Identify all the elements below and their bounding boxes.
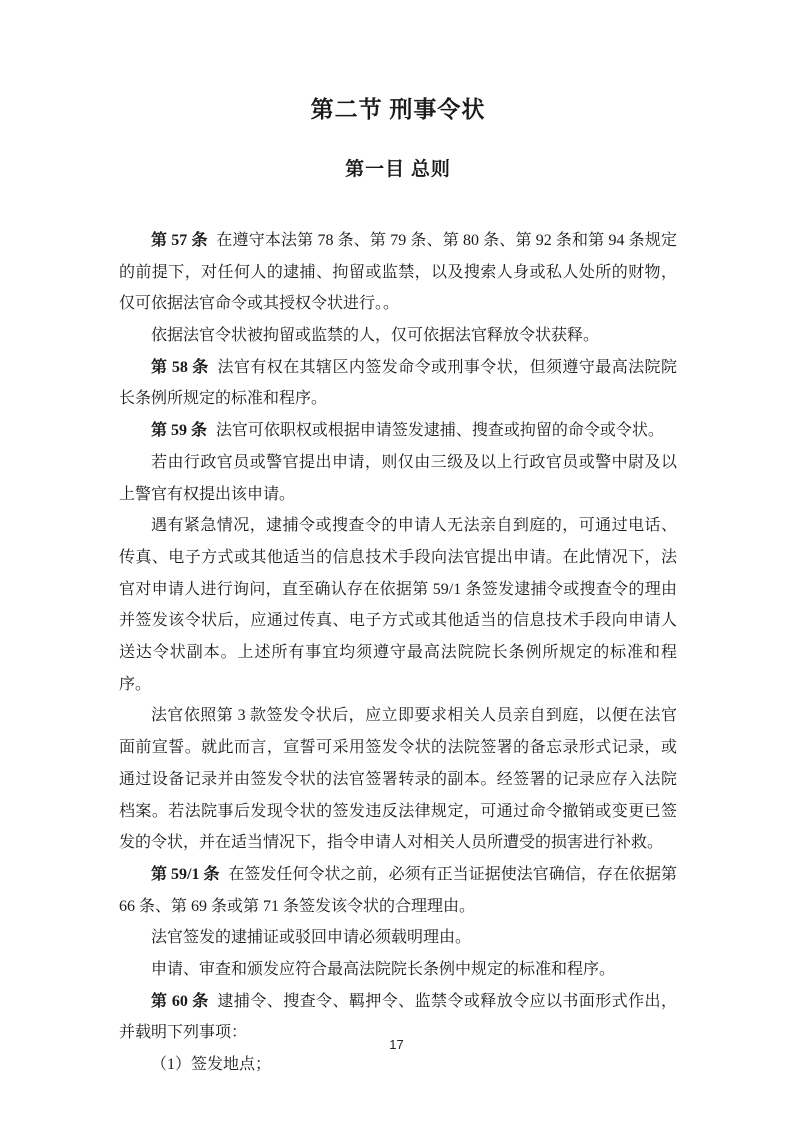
- article-60-item-1-text: （1）签发地点；: [151, 1056, 272, 1074]
- paragraph-article-59-clause-4: [119, 700, 677, 859]
- paragraph-article-60-item-1: [119, 1049, 677, 1081]
- article-59-1-label: 第 59/1 条: [151, 865, 220, 883]
- article-60-text: 逮捕令、搜查令、羁押令、监禁令或释放令应以书面形式作出，并载明下列事项：: [119, 992, 677, 1042]
- paragraph-article-57-cont: [119, 320, 677, 352]
- paragraph-article-59-1-clause-3: [119, 954, 677, 986]
- paragraph-article-57: [119, 225, 677, 320]
- article-59-1-clause-2-text: 法官签发的逮捕证或驳回申请必须载明理由。: [151, 929, 472, 947]
- article-59-label: 第 59 条: [151, 422, 208, 440]
- paragraph-article-58: [119, 352, 677, 415]
- article-59-text: 法官可依职权或根据申请签发逮捕、搜查或拘留的命令或令状。: [215, 422, 664, 440]
- article-57-text: 在遵守本法第 78 条、第 79 条、第 80 条、第 92 条和第 94 条规定的前提下，对任何人的逮捕、拘留或监禁，以及搜索人身或私人处所的财物，仅可依据法官命令或其授权令状进行。。: [119, 231, 677, 313]
- section-title: 第二节 刑事令状: [310, 97, 486, 122]
- paragraph-article-59-clause-3: [119, 510, 677, 700]
- subsection-title: 第一目 总则: [345, 159, 451, 181]
- paragraph-article-59-clause-2: [119, 447, 677, 510]
- article-59-clause-3-text: 遇有紧急情况，逮捕令或搜查令的申请人无法亲自到庭的，可通过电话、传真、电子方式或其他适当的信息技术手段向法官提出申请。在此情况下，法官对申请人进行询问，直至确认存在依据第 59/1 条签发逮捕令或搜查令的理由并签发该令状后，应通过传真、电子方式或其他适当的信息技术手段向申请人送达令状副本。上述所有事宜均须遵守最高法院院长条例所规定的标准和程序。: [119, 517, 677, 693]
- article-59-clause-4-text: 法官依照第 3 款签发令状后，应立即要求相关人员亲自到庭，以便在法官面前宣誓。就此而言，宣誓可采用签发令状的法院签署的备忘录形式记录，或通过设备记录并由签发令状的法官签署转录的副本。经签署的记录应存入法院档案。若法院事后发现令状的签发违反法律规定，可通过命令撤销或变更已签发的令状，并在适当情况下，指令申请人对相关人员所遭受的损害进行补救。: [119, 707, 677, 852]
- document-body: [119, 225, 677, 1081]
- article-58-text: 法官有权在其辖区内签发命令或刑事令状，但须遵守最高法院院长条例所规定的标准和程序。: [119, 358, 677, 408]
- article-57-cont-text: 依据法官令状被拘留或监禁的人，仅可依据法官释放令状获释。: [151, 326, 600, 344]
- article-59-1-text: 在签发任何令状之前，必须有正当证据使法官确信，存在依据第 66 条、第 69 条或第 71 条签发该令状的合理理由。: [119, 865, 677, 915]
- article-58-label: 第 58 条: [151, 358, 209, 376]
- paragraph-article-59: [119, 415, 677, 447]
- article-59-1-clause-3-text: 申请、审查和颁发应符合最高法院院长条例中规定的标准和程序。: [151, 961, 616, 979]
- article-59-clause-2-text: 若由行政官员或警官提出申请，则仅由三级及以上行政官员或警中尉及以上警官有权提出该申请。: [119, 453, 677, 503]
- paragraph-article-59-1-clause-2: [119, 922, 677, 954]
- article-60-label: 第 60 条: [151, 992, 209, 1010]
- paragraph-article-59-1: [119, 859, 677, 922]
- article-57-label: 第 57 条: [151, 231, 208, 249]
- page-number: 17: [389, 1037, 404, 1052]
